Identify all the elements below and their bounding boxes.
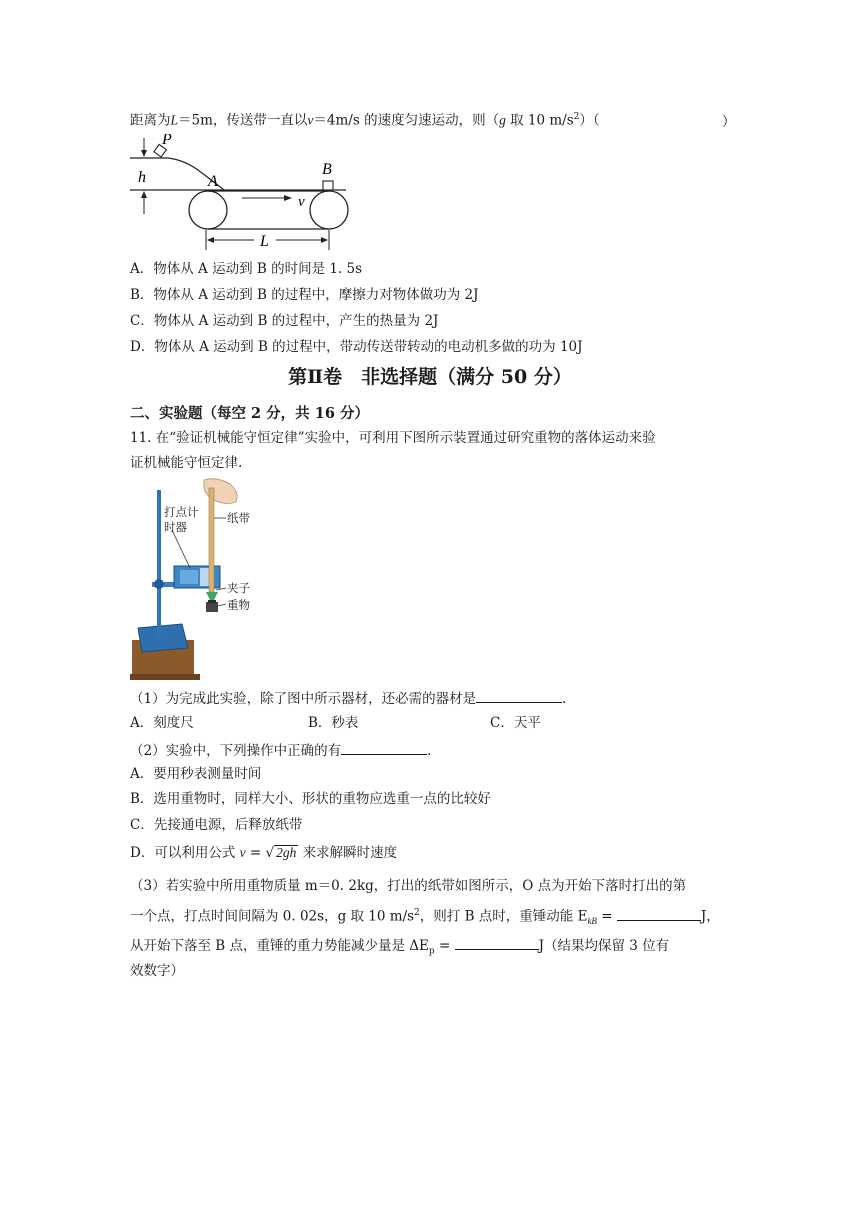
conveyor-belt-figure (128, 134, 360, 252)
q11-sub1-opt-c: C．天平 (490, 715, 541, 731)
q11-sub1-options (130, 714, 541, 732)
q11-sub2-opt-c: C．先接通电源，后释放纸带 (130, 817, 303, 833)
q10-option-a: A．物体从 A 运动到 B 的时间是 1. 5s (130, 261, 363, 277)
q11-sub3-sub-p: p (428, 946, 435, 957)
q10-stem-close: ）（ (579, 112, 600, 129)
label-tape: 纸带 (227, 511, 250, 525)
q10-option-b: B．物体从 A 运动到 B 的过程中，摩擦力对物体做功为 2J (130, 287, 479, 303)
q11-sub3-sub-kb: kB (587, 916, 597, 927)
q11-sub3-blank-ep[interactable] (455, 935, 539, 950)
q11-sub2-opt-d (130, 844, 397, 862)
label-v: v (298, 194, 305, 210)
q11-sub3-line3-a: 从开始下落至 B 点，重锤的重力势能减少量是 ΔE (130, 938, 429, 954)
q11-sub3-sup: 2 (414, 908, 420, 918)
q11-sub3-line2-b: ，则打 B 点时，重锤动能 E (419, 908, 588, 925)
q11-sub3-eq1: = (596, 908, 617, 925)
left-roller (189, 191, 227, 229)
label-B: B (322, 161, 332, 178)
label-clip: 夹子 (227, 581, 250, 595)
q11-sub3-line2 (130, 904, 720, 930)
label-weight: 重物 (227, 598, 250, 612)
section2-heading: 二、实验题（每空 2 分，共 16 分） (130, 405, 369, 422)
formula-eq: = (245, 845, 266, 861)
q11-sub2-blank[interactable] (341, 740, 427, 755)
formula-tail: 来求解瞬时速度 (298, 845, 398, 861)
q11-sub1-end: . (562, 691, 567, 707)
q11-sub3-line4: 效数字） (130, 963, 184, 979)
q11-sub2-text: （2）实验中，下列操作中正确的有 (130, 743, 342, 759)
q11-sub3-unit1: J， (700, 908, 720, 925)
label-h: h (138, 169, 146, 186)
q11-sub2-end: . (427, 743, 432, 759)
q11-sub2-opt-b: B．选用重物时，同样大小、形状的重物应选重一点的比较好 (130, 791, 491, 807)
q11-sub1-text: （1）为完成此实验，除了图中所示器材，还必需的器材是 (130, 691, 477, 707)
q11-stem-line2: 证机械能守恒定律. (130, 455, 243, 471)
q10-stem-v: v (307, 112, 314, 128)
q11-sub2-opt-d-text: D．可以利用公式 (130, 845, 236, 861)
sqrt-icon: √ (265, 845, 275, 861)
label-P: P (162, 134, 172, 148)
label-A: A (208, 173, 218, 190)
apparatus-figure (130, 478, 270, 680)
q11-sub2-opt-a: A．要用秒表测量时间 (130, 766, 262, 782)
q10-stem-text3: ＝4m/s 的速度匀速运动，则（ (313, 112, 500, 129)
q11-sub3-eq2: = (434, 938, 455, 954)
q11-sub3-line3 (130, 935, 669, 961)
formula-root: 2gh (276, 845, 297, 860)
q10-stem-text2: ＝5m，传送带一直以 (178, 112, 308, 129)
q10-stem-L: L (170, 112, 179, 128)
q10-stem-gval: 取 10 m/s (505, 112, 574, 129)
q11-sub1-blank[interactable] (476, 688, 562, 703)
label-L: L (260, 233, 269, 250)
q11-sub3-line1: （3）若实验中所用重物质量 m＝0. 2kg，打出的纸带如图所示，O 点为开始下落时打出的第 (130, 878, 687, 894)
q10-stem (130, 108, 600, 130)
q11-sub1-opt-a: A．刻度尺 (130, 715, 194, 731)
q11-stem-line1: 11. 在“验证机械能守恒定律”实验中，可利用下图所示装置通过研究重物的落体运动来验 (130, 430, 656, 446)
part2-title: 第Ⅱ卷 非选择题（满分 50 分） (288, 366, 572, 388)
label-timer-2: 时器 (164, 520, 187, 534)
q11-sub3-blank-ek[interactable] (617, 906, 701, 921)
q10-stem-text: 距离为 (130, 112, 171, 129)
q10-answer-paren: ） (722, 114, 736, 130)
q11-sub2 (130, 740, 431, 760)
right-roller (310, 191, 348, 229)
q10-stem-sup: 2 (573, 112, 580, 122)
q11-sub1 (130, 688, 566, 708)
formula-v: v (239, 845, 246, 860)
label-timer-1: 打点计 (164, 505, 199, 519)
q10-option-d: D．物体从 A 运动到 B 的过程中，带动传送带转动的电动机多做的功为 10J (130, 339, 583, 355)
q11-sub3-line3-b: J（结果均保留 3 位有 (538, 938, 670, 954)
q10-option-c: C．物体从 A 运动到 B 的过程中，产生的热量为 2J (130, 313, 439, 329)
q11-sub3-line2-a: 一个点，打点时间间隔为 0. 02s，g 取 10 m/s (130, 908, 415, 925)
q10-stem-g: g (499, 112, 506, 128)
q11-sub1-opt-b: B．秒表 (308, 715, 359, 731)
